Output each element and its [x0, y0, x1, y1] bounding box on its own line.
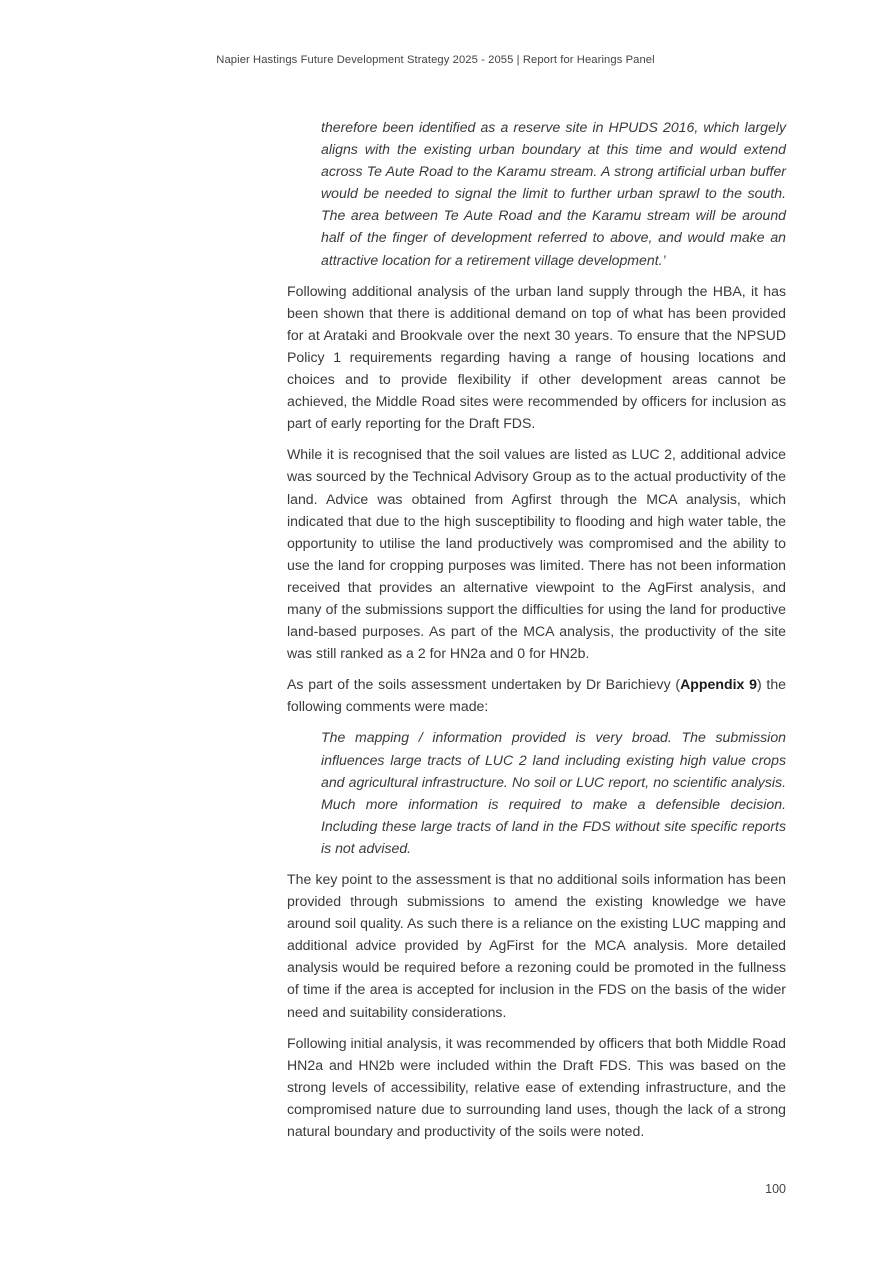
paragraph-initial-analysis: Following initial analysis, it was recommended by officers that both Middle Road HN2a and HN2b were included within the Draft FDS. This was based on the strong levels of accessibility, relative ease of extending infrastructure, and the compromised nature due to surrounding land uses, though the lack of a strong natural boundary and productivity of the soils were noted.: [287, 1034, 786, 1140]
page-number: 100: [765, 1182, 786, 1196]
page-header: Napier Hastings Future Development Strategy 2025 - 2055 | Report for Hearings Panel: [216, 54, 655, 66]
quote-block-hpuds: therefore been identified as a reserve site in HPUDS 2016, which largely aligns with the existing urban boundary at this time and would extend across Te Aute Road to the Karamu stream. A strong artificial urban buffer would be needed to signal the limit to further urban sprawl to the south. The area between Te Aute Road and the Karamu stream will be around half of the finger of development referred to above, and would make an attractive location for a retirement village development.’: [321, 119, 786, 268]
soils-assessment-text-start: As part of the soils assessment undertaken by Dr Barichievy (: [287, 676, 681, 693]
appendix-9-reference: Appendix 9: [680, 676, 757, 693]
document-body: [287, 116, 786, 1142]
paragraph-soils-assessment: [287, 673, 786, 717]
paragraph-urban-land-supply: Following additional analysis of the urban land supply through the HBA, it has been shown that there is additional demand on top of what has been provided for at Arataki and Brookvale over the next 30 years. To ensure that the NPSUD Policy 1 requirements regarding having a range of housing locations and choices and to provide flexibility if other development areas cannot be achieved, the Middle Road sites were recommended by officers for inclusion as part of early reporting for the Draft FDS.: [287, 282, 786, 432]
soils-assessment-text-end: ) the following comments were made:: [287, 676, 786, 715]
paragraph-key-point: The key point to the assessment is that no additional soils information has been provided through submissions to amend the existing knowledge we have around soil quality. As such there is a reliance on the existing LUC mapping and additional advice provided by AgFirst for the MCA analysis. More detailed analysis would be required before a rezoning could be promoted in the fullness of time if the area is accepted for inclusion in the FDS on the basis of the wider need and suitability considerations.: [287, 871, 786, 1020]
paragraph-soil-values: While it is recognised that the soil values are listed as LUC 2, additional advice was sourced by the Technical Advisory Group as to the actual productivity of the land. Advice was obtained from Agfirst through the MCA analysis, which indicated that due to the high susceptibility to flooding and high water table, the opportunity to utilise the land productively was compromised and the ability to use the land for cropping purposes was limited. There has not been information received that provides an alternative viewpoint to the AgFirst analysis, and many of the submissions support the difficulties for using the land for productive land-based purposes. As part of the MCA analysis, the productivity of the site was still ranked as a 2 for HN2a and 0 for HN2b.: [287, 446, 786, 662]
quote-block-barichievy: The mapping / information provided is very broad. The submission influences large tracts of LUC 2 land including existing high value crops and agricultural infrastructure. No soil or LUC report, no scientific analysis. Much more information is required to make a defensible decision. Including these large tracts of land in the FDS without site specific reports is not advised.: [321, 729, 786, 856]
